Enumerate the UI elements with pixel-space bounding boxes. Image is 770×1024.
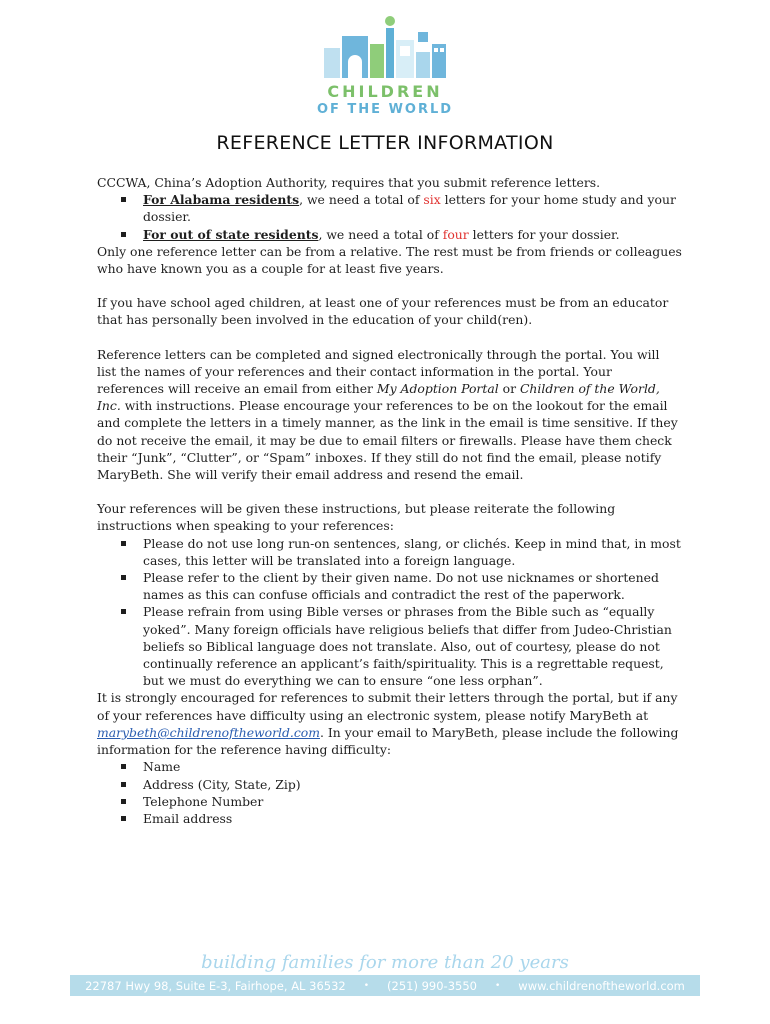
footer-phone: (251) 990-3550 (387, 978, 477, 993)
final-paragraph: It is strongly encouraged for references to submit their letters through the portal, but if any of your references have difficulty using an electronic system, please notify MaryBeth at marybeth@childrenoftheworld.com. In your email to MaryBeth, please include the following information for the reference having difficulty: (97, 690, 679, 758)
school-children-paragraph: If you have school aged children, at least one of your references must be from an educator that has personally been involved in the education of your child(ren). (97, 295, 669, 328)
list-item: Email address (97, 810, 682, 827)
list-item: Address (City, State, Zip) (97, 776, 682, 793)
email-link[interactable]: marybeth@childrenoftheworld.com (97, 724, 320, 740)
instructions-intro: Your references will be given these instructions, but please reiterate the following instructions when speaking to your references: (97, 501, 616, 534)
footer-address: 22787 Hwy 98, Suite E-3, Fairhope, AL 36532 (85, 978, 346, 993)
footer-separator: • (363, 980, 370, 991)
list-item: Please refrain from using Bible verses or phrases from the Bible such as “equally yoked”. Many foreign officials have religious beliefs that differ from Judeo-Christian beliefs so Biblical language does not translate. Also, out of courtesy, please do not continually reference an applicant’s faith/spirituality. This is a regrettable request, but we must do everything we can to ensure “one less orphan”. (97, 603, 682, 689)
footer-tagline: building families for more than 20 years (201, 952, 569, 973)
list-item: Telephone Number (97, 793, 682, 810)
logo (300, 14, 470, 117)
relative-paragraph: Only one reference letter can be from a relative. The rest must be from friends or colleagues who have known you as a couple for at least five years. (97, 243, 682, 277)
info-list (97, 758, 682, 827)
list-item: For Alabama residents, we need a total of six letters for your home study and your dossier. (97, 191, 682, 225)
logo-text-of-the-world: OF THE WORLD (316, 102, 454, 117)
document-body (97, 174, 682, 827)
instructions-list (97, 535, 682, 690)
intro-text: CCCWA, China’s Adoption Authority, requires that you submit reference letters. (97, 175, 601, 190)
portal-paragraph: Reference letters can be completed and signed electronically through the portal. You will list the names of your references and their contact information in the portal. Your references will receive an email from either My Adoption Portal or Children of the World, Inc. with instructions. Please encourage your references to be on the lookout for the email and complete the letters in a timely manner, as the link in the email is time sensitive. If they do not receive the email, it may be due to email filters or firewalls. Please have them check their “Junk”, “Clutter”, or “Spam” inboxes. If they still do not find the email, please notify MaryBeth. She will verify their email address and resend the email. (97, 346, 678, 483)
list-item: Please do not use long run-on sentences, slang, or clichés. Keep in mind that, in most cases, this letter will be translated into a foreign language. (97, 535, 682, 569)
logo-text-children: CHILDREN (327, 82, 443, 101)
list-item: Please refer to the client by their given name. Do not use nicknames or shortened names as this can confuse officials and contradict the rest of the paperwork. (97, 569, 682, 603)
footer-separator: • (494, 980, 501, 991)
residency-list (97, 191, 682, 243)
list-item: For out of state residents, we need a total of four letters for your dossier. (97, 226, 682, 243)
logo-buildings-icon (320, 14, 450, 80)
page-title: REFERENCE LETTER INFORMATION (216, 132, 554, 154)
footer-bar (70, 975, 700, 996)
list-item: Name (97, 758, 682, 775)
footer-website-link[interactable]: www.childrenoftheworld.com (518, 978, 685, 993)
